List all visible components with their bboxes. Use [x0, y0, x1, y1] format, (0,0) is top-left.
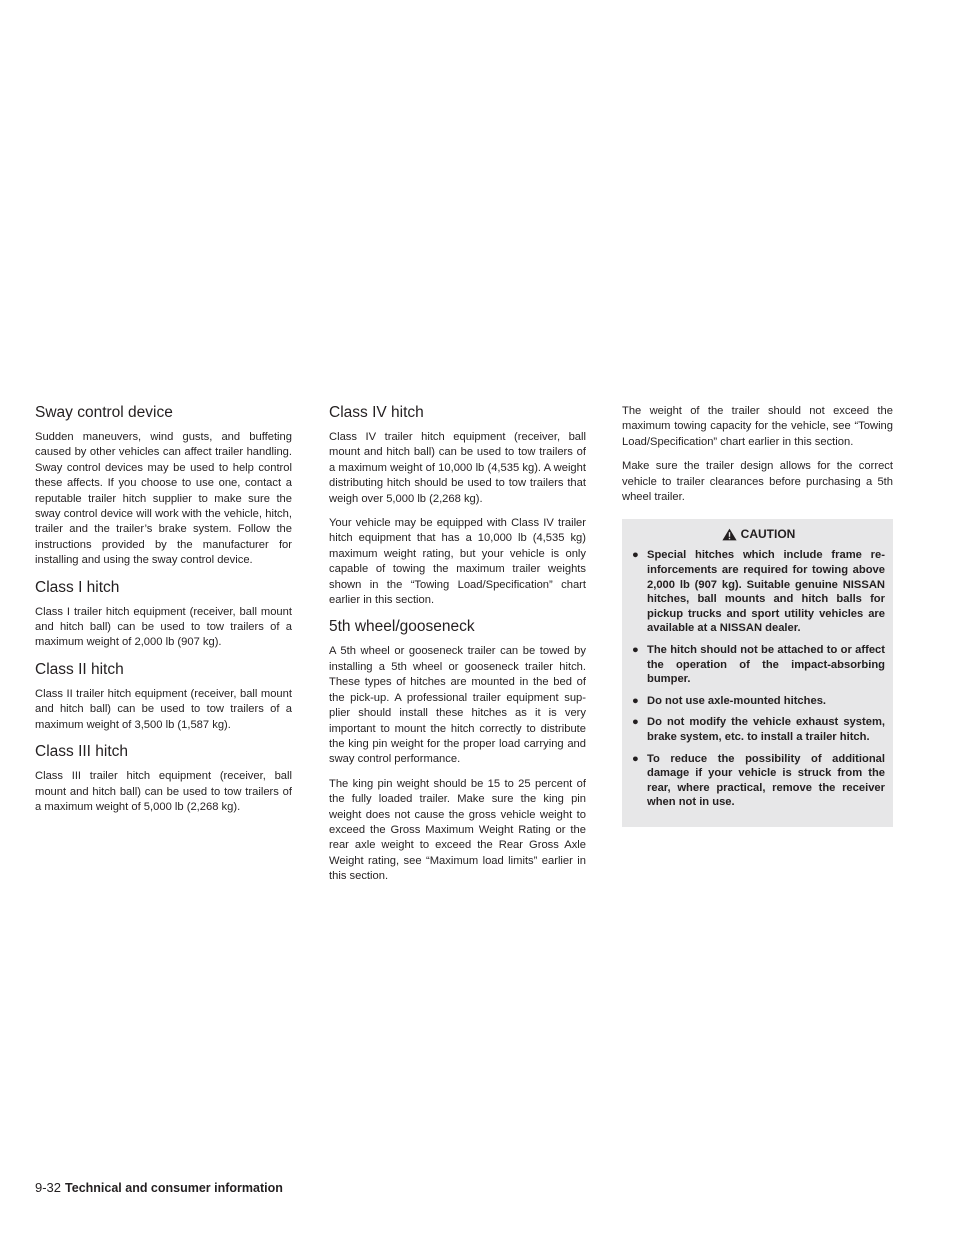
warning-triangle-icon [722, 528, 737, 541]
caution-item [632, 643, 885, 687]
section-title: Technical and consumer information [65, 1181, 283, 1195]
caution-title: CAUTION [740, 527, 796, 542]
paragraph-trailer-design: Make sure the trailer design allows for the correct vehicle to trailer clearances before purchasing a 5th wheel trailer. [622, 460, 893, 504]
heading-class-1: Class I hitch [35, 578, 120, 596]
paragraph-class-2: Class II trailer hitch equipment (receiver, ball mount and hitch ball) can be used to tow trailers of a maximum weight of 3,500 lb (1,587 kg). [35, 687, 292, 731]
paragraph-class-4-a: Class IV trailer hitch equipment (receiver, ball mount and hitch ball) can be used to tow trailers of a maximum weight of 10,000 lb (4,535 kg). A weight distributing hitch should be used to tow trailers that weigh over 5,000 lb (2,268 kg). [329, 431, 586, 505]
section-sway-control [35, 404, 292, 569]
bullet: ● [632, 549, 639, 562]
bullet: ● [632, 716, 639, 729]
caution-item [632, 715, 885, 744]
caution-item [632, 752, 885, 810]
heading-5th-wheel: 5th wheel/gooseneck [329, 618, 475, 636]
heading-class-4: Class IV hitch [329, 404, 424, 421]
caution-item-text: Special hitches which include frame reinforcements are required for towing above 2,000 lb (907 kg). Suitable genuine NISSAN hitches, ball mounts and hitch balls for pickup trucks and sport utility vehicles are available at a NISSAN dealer. [647, 549, 885, 635]
paragraph-5th-wheel-b: The king pin weight should be 15 to 25 percent of the fully loaded trailer. Make sure the king pin weight does not cause the gross vehicle weight to exceed the Gross Maximum Weight Rating or the rear axle weight to exceed the Rear Gross Axle Weight rating, see “Maximum load limits” earlier in this section. [329, 777, 586, 883]
section-class-4 [329, 404, 586, 608]
caution-item-text: Do not use axle-mounted hitches. [647, 694, 827, 707]
caution-item-text: Do not modify the vehicle exhaust system, brake system, etc. to install a trailer hitch. [647, 716, 885, 743]
caution-item [632, 694, 885, 709]
bullet: ● [632, 694, 639, 707]
section-5th-wheel [329, 618, 586, 884]
column-left [35, 404, 292, 825]
page-number: 9-32 [35, 1180, 62, 1195]
column-right [622, 404, 893, 827]
caution-item-text: To reduce the possibility of additional damage if your vehicle is struck from the rear, where practical, remove the receiver when not in use. [647, 752, 885, 809]
caution-list [632, 548, 885, 810]
bullet: ● [632, 644, 639, 656]
heading-class-3: Class III hitch [35, 743, 129, 761]
paragraph-class-1: Class I trailer hitch equipment (receiver, ball mount and hitch ball) can be used to tow trailers of a maximum weight of 2,000 lb (907 kg). [35, 605, 292, 649]
heading-sway-control: Sway control device [35, 404, 173, 421]
caution-heading [632, 526, 885, 542]
column-middle [329, 404, 586, 895]
bullet: ● [632, 752, 639, 765]
caution-box [622, 519, 893, 827]
caution-item [632, 548, 885, 636]
paragraph-trailer-weight: The weight of the trailer should not exceed the maximum towing capacity for the vehicle, see “Towing Load/Specification” chart earlier in this section. [622, 405, 893, 448]
section-class-3 [35, 743, 292, 815]
paragraph-class-3: Class III trailer hitch equipment (receiver, ball mount and hitch ball) can be used to tow trailers of a maximum weight of 5,000 lb (2,268 kg). [35, 770, 292, 813]
heading-class-2: Class II hitch [35, 660, 124, 678]
caution-item-text: The hitch should not be attached to or affect the operation of the impact-absorbing bumper. [647, 644, 885, 686]
paragraph-class-4-b: Your vehicle may be equipped with Class IV trailer hitch equipment that has a 10,000 lb (4,535 kg) maximum weight rating, but your vehicle is only capable of towing the maximum trailer weights shown in the “Towing Load/Specification” chart earlier in this section. [329, 517, 586, 607]
section-class-1 [35, 579, 292, 651]
paragraph-sway-control: Sudden maneuvers, wind gusts, and buffeting caused by other vehicles can affect trailer handling. Sway control devices may be used to help control these affects. If you choose to use one, contact a reputable trailer hitch supplier to make sure the sway control device will work with the vehicle, hitch, trailer and the trailer’s brake system. Follow the instructions provided by the manufacturer for installing and using the sway control device. [35, 431, 292, 567]
page-footer [35, 1180, 283, 1196]
paragraph-5th-wheel-a: A 5th wheel or gooseneck trailer can be towed by installing a 5th wheel or gooseneck trailer hitch. These types of hitches are mounted in the bed of the pick-up. A professional trailer equipment supplier should install these hitches as it is very important to mount the hitch correctly to distribute the king pin weight for the proper load carrying and sway control performance. [329, 645, 586, 766]
section-class-2 [35, 661, 292, 733]
